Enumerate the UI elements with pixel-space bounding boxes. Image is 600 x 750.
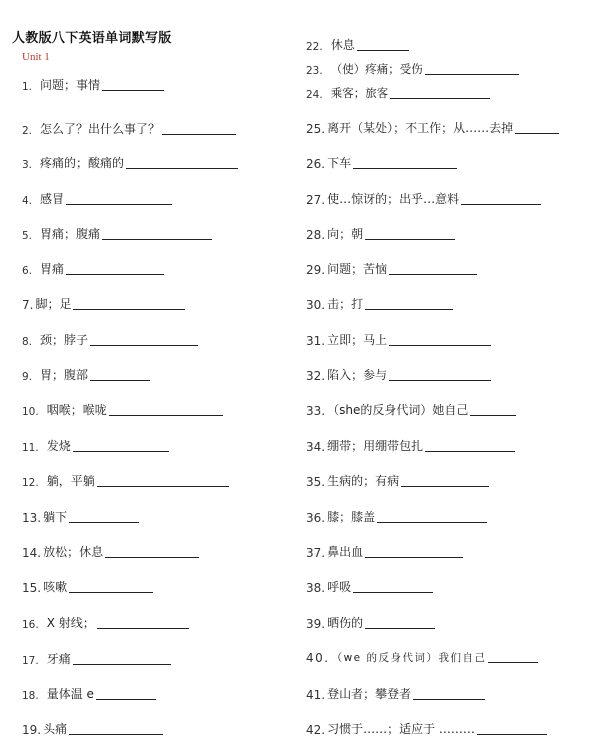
vocab-item-38: 38. 呼吸	[306, 578, 433, 595]
vocab-item-33: 33. （she的反身代词）她自己	[306, 401, 516, 418]
answer-blank[interactable]	[377, 521, 487, 523]
vocab-item-27: 27. 使…惊讶的；出乎…意料	[306, 190, 541, 207]
unit-label: Unit 1	[22, 51, 50, 63]
answer-blank[interactable]	[353, 591, 433, 593]
vocab-item-19: 19. 头痛	[22, 720, 163, 737]
vocab-item-7: 7. 脚；足	[22, 295, 185, 312]
answer-blank[interactable]	[90, 344, 198, 346]
answer-blank[interactable]	[401, 485, 489, 487]
answer-blank[interactable]	[357, 49, 409, 51]
vocab-item-37: 37. 鼻出血	[306, 543, 463, 560]
vocab-item-13: 13. 躺下	[22, 508, 139, 525]
answer-blank[interactable]	[365, 556, 463, 558]
vocab-item-10: 10. 咽喉；喉咙	[22, 401, 223, 418]
vocab-item-15: 15. 咳嗽	[22, 578, 153, 595]
vocab-item-14: 14. 放松；休息	[22, 543, 199, 560]
vocab-item-34: 34. 绷带；用绷带包扎	[306, 437, 515, 454]
answer-blank[interactable]	[102, 238, 212, 240]
vocab-item-31: 31. 立即；马上	[306, 331, 491, 348]
answer-blank[interactable]	[365, 308, 453, 310]
vocab-item-12: 12. 躺，平躺	[22, 472, 229, 489]
vocab-item-28: 28. 向；朝	[306, 225, 455, 242]
answer-blank[interactable]	[477, 733, 547, 735]
vocab-item-41: 41. 登山者；攀登者	[306, 685, 485, 702]
answer-blank[interactable]	[162, 133, 236, 135]
answer-blank[interactable]	[126, 167, 238, 169]
answer-blank[interactable]	[425, 450, 515, 452]
answer-blank[interactable]	[73, 663, 171, 665]
answer-blank[interactable]	[515, 132, 559, 134]
answer-blank[interactable]	[97, 485, 229, 487]
vocab-item-2: 2. 怎么了？出什么事了？	[22, 120, 236, 137]
vocab-item-5: 5. 胃痛；腹痛	[22, 225, 212, 242]
answer-blank[interactable]	[461, 203, 541, 205]
vocab-item-4: 4. 感冒	[22, 190, 172, 207]
answer-blank[interactable]	[105, 556, 199, 558]
vocab-item-30: 30. 击；打	[306, 295, 453, 312]
vocab-item-9: 9. 胃；腹部	[22, 366, 150, 383]
answer-blank[interactable]	[90, 379, 150, 381]
vocab-item-1: 1. 问题；事情	[22, 76, 164, 93]
vocab-item-8: 8. 颈；脖子	[22, 331, 198, 348]
vocab-item-17: 17. 牙痛	[22, 650, 171, 667]
answer-blank[interactable]	[69, 733, 163, 735]
vocab-item-35: 35. 生病的；有病	[306, 472, 489, 489]
answer-blank[interactable]	[389, 273, 477, 275]
answer-blank[interactable]	[413, 698, 485, 700]
answer-blank[interactable]	[425, 73, 519, 75]
answer-blank[interactable]	[389, 344, 491, 346]
vocab-item-26: 26. 下车	[306, 154, 457, 171]
answer-blank[interactable]	[365, 627, 435, 629]
worksheet-title: 人教版八下英语单词默写版	[12, 31, 172, 46]
vocab-item-25: 25. 离开（某处）；不工作；从……去掉	[306, 119, 559, 136]
vocab-item-39: 39. 晒伤的	[306, 614, 435, 631]
vocab-item-22: 22. 休息	[306, 36, 409, 53]
answer-blank[interactable]	[488, 661, 538, 663]
vocab-item-6: 6. 胃痛	[22, 260, 164, 277]
vocab-item-42: 42. 习惯于……；适应于 ………	[306, 720, 547, 737]
vocab-item-29: 29. 问题；苦恼	[306, 260, 477, 277]
answer-blank[interactable]	[69, 521, 139, 523]
vocab-item-40: 40. （we 的反身代词）我们自己	[306, 650, 538, 665]
answer-blank[interactable]	[69, 591, 153, 593]
answer-blank[interactable]	[109, 414, 223, 416]
answer-blank[interactable]	[97, 627, 189, 629]
answer-blank[interactable]	[365, 238, 455, 240]
answer-blank[interactable]	[389, 379, 491, 381]
answer-blank[interactable]	[353, 167, 457, 169]
answer-blank[interactable]	[470, 414, 516, 416]
answer-blank[interactable]	[102, 89, 164, 91]
vocab-item-11: 11. 发烧	[22, 437, 169, 454]
answer-blank[interactable]	[66, 273, 164, 275]
vocab-item-3: 3. 疼痛的；酸痛的	[22, 154, 238, 171]
vocab-item-32: 32. 陷入；参与	[306, 366, 491, 383]
answer-blank[interactable]	[66, 203, 172, 205]
answer-blank[interactable]	[390, 97, 490, 99]
vocab-item-18: 18. 量体温 e	[22, 685, 156, 702]
answer-blank[interactable]	[73, 450, 169, 452]
answer-blank[interactable]	[96, 698, 156, 700]
vocab-item-23: 23. （使）疼痛；受伤	[306, 61, 519, 77]
vocab-item-36: 36. 膝；膝盖	[306, 508, 487, 525]
vocab-item-24: 24. 乘客；旅客	[306, 85, 490, 101]
vocab-item-16: 16. X 射线；	[22, 614, 189, 631]
answer-blank[interactable]	[73, 308, 185, 310]
